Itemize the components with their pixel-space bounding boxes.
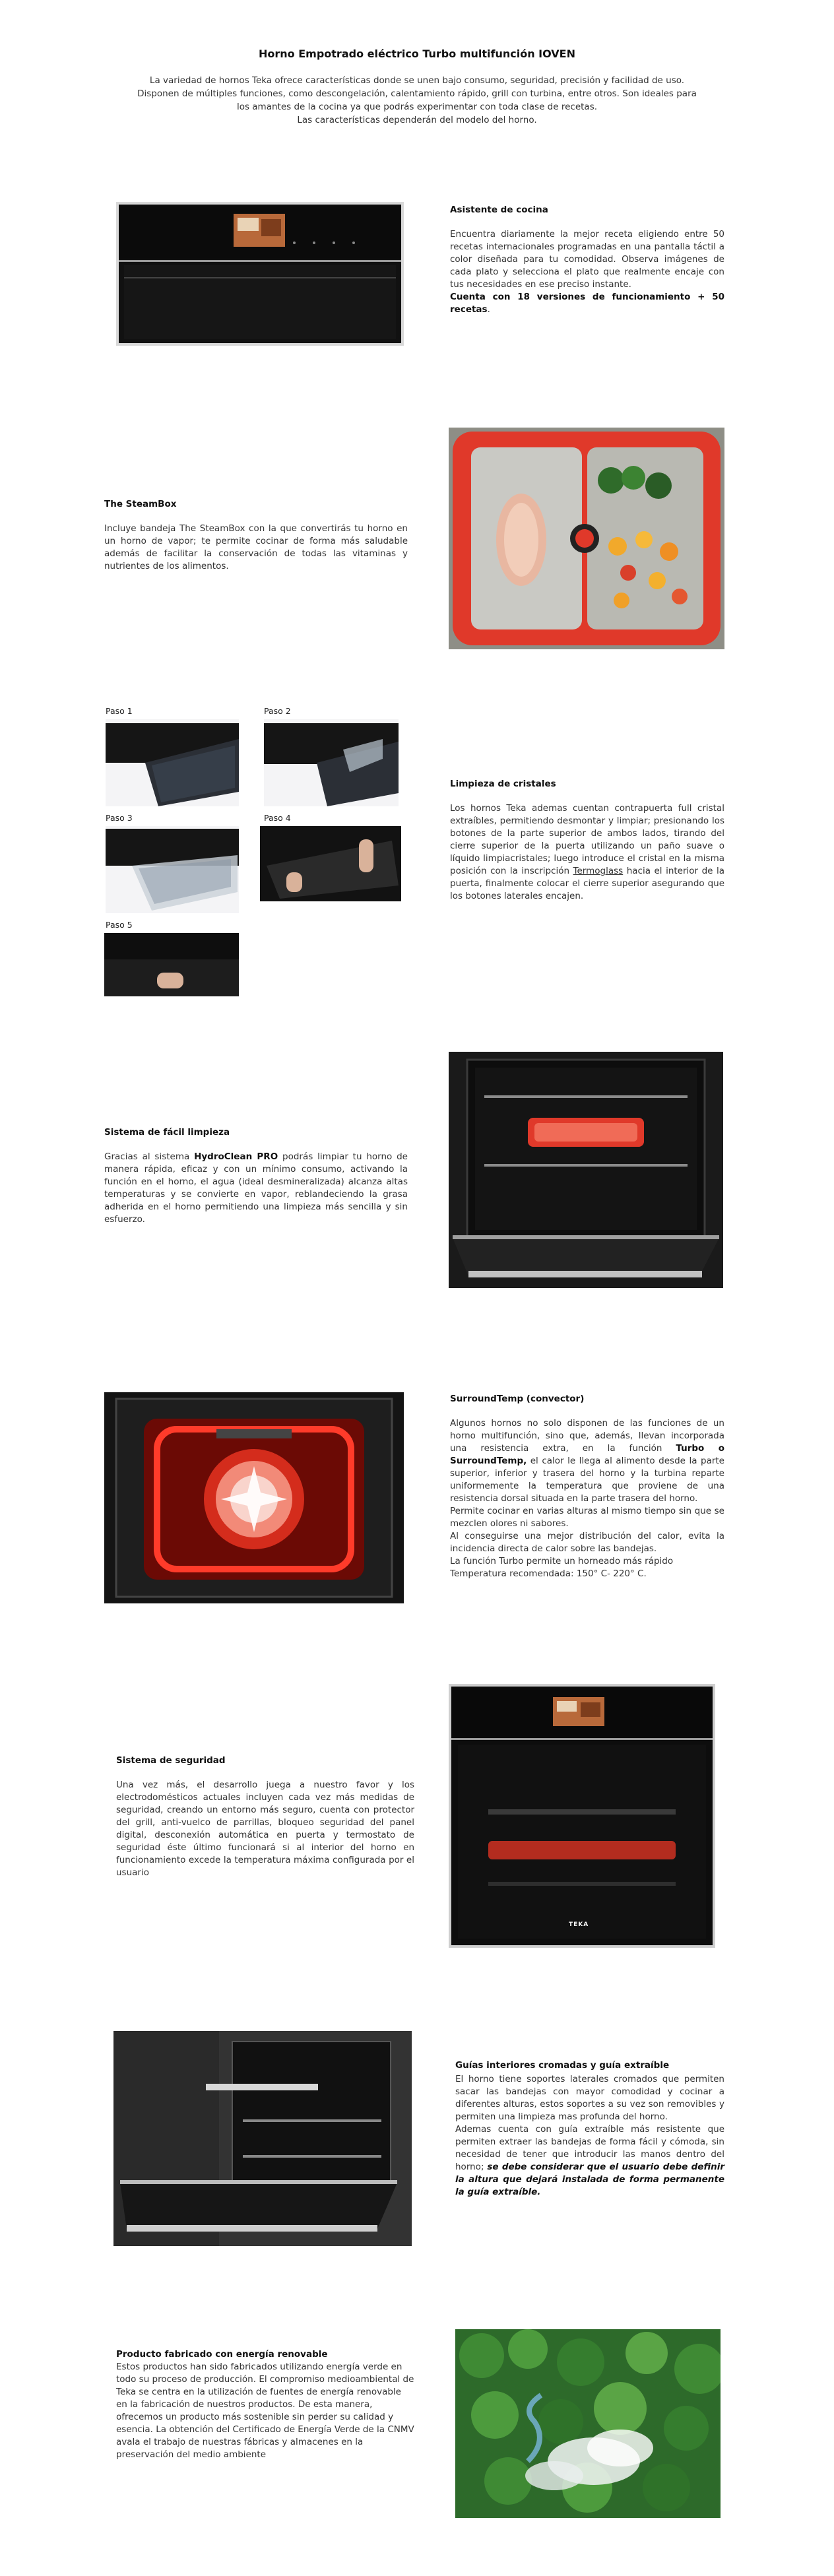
- section-heading: Guías interiores cromadas y guía extraíble: [455, 2060, 670, 2071]
- teka-oven-image: [449, 1684, 715, 1948]
- text-run: Gracias al sistema: [104, 1151, 195, 1162]
- section-body: [104, 523, 408, 573]
- section-heading: Asistente de cocina: [450, 205, 548, 215]
- section-seguridad: [116, 1755, 414, 1879]
- step-label: Paso 1: [106, 706, 133, 716]
- section-body: [450, 228, 724, 316]
- text-run: podrás limpiar tu horno de manera rápida, eficaz y con un mínimo consumo, activando la función en el horno, el agua (ideal desmineralizada) alcanza altas temperaturas y se convierte en vapor, reblandeciendo la grasa adherida en el horno permitiendo una limpieza más sencilla y sin esfuerzo.: [104, 1151, 408, 1225]
- intro-text: [112, 74, 722, 127]
- convector-illustration: [104, 1392, 404, 1603]
- section-body: [450, 1417, 724, 1580]
- step-2-illustration: [264, 719, 399, 806]
- step-label: Paso 2: [264, 706, 291, 716]
- section-body: [116, 2361, 414, 2461]
- step-1-illustration: [106, 719, 239, 806]
- text-run: Los hornos Teka ademas cuentan contrapuerta full cristal extraíbles, permitiendo desmontar y limpiar; presionando los botones de la parte superior de ambos lados, tirando del cierre superior de la puerta utilizando un paño suave o líquido limpiacristales; luego introduce el cristal en la misma posición con la inscripción: [450, 803, 724, 876]
- intro-line: La variedad de hornos Teka ofrece características donde se unen bajo consumo, seguridad, precisión y facilidad de uso.: [149, 75, 685, 86]
- section-heading: Sistema de seguridad: [116, 1755, 226, 1766]
- steambox-illustration: [449, 428, 724, 649]
- text-run: Algunos hornos no solo disponen de las funciones de un horno multifunción, sino que, además, llevan incorporada una resistencia extra, en la función: [450, 1418, 724, 1454]
- oven-touchscreen-illustration: [116, 202, 404, 346]
- section-heading: Producto fabricado con energía renovable: [116, 2349, 328, 2360]
- section-paragraph: La función Turbo permite un horneado más rápido: [450, 1556, 674, 1566]
- section-cristales: [450, 779, 724, 903]
- section-paragraph: Al conseguirse una mejor distribución del calor, evita la incidencia directa de calor sobre las bandejas.: [450, 1531, 724, 1554]
- step-4-image: [260, 826, 401, 901]
- highlight-text: Cuenta con 18 versiones de funcionamiento + 50 recetas: [450, 292, 724, 315]
- section-paragraph: [450, 802, 724, 903]
- section-body: [450, 802, 724, 903]
- text-run: Ademas cuenta con guía extraíble más resistente que permiten extraer las bandejas de forma fácil y cómoda, sin necesidad de tener que introducir las manos dentro del horno;: [455, 2124, 724, 2172]
- intro-line: los amantes de la cocina ya que podrás experimentar con toda clase de recetas.: [236, 102, 598, 112]
- open-oven-illustration: [449, 1052, 723, 1288]
- section-body: [116, 1779, 414, 1879]
- section-heading: SurroundTemp (convector): [450, 1394, 585, 1404]
- step-label: Paso 4: [264, 813, 291, 823]
- step-label: Paso 5: [106, 920, 133, 930]
- text-run: el calor le llega al alimento desde la parte superior, inferior y trasera del horno y la turbina reparte uniformemente la temperatura que proviene de una resistencia dorsal situada en la parte trasera del horno.: [450, 1456, 724, 1504]
- section-paragraph: El horno tiene soportes laterales cromados que permiten sacar las bandejas con mayor comodidad y cocinar a diferentes alturas, estos soportes a su vez son removibles y permiten una limpieza mas profunda del horno.: [455, 2074, 724, 2122]
- section-asistente: [450, 205, 724, 316]
- forest-illustration: [455, 2329, 721, 2518]
- intro-line: Las características dependerán del modelo del horno.: [297, 115, 537, 125]
- section-paragraph: Permite cocinar en varias alturas al mismo tiempo sin que se mezclen olores ni sabores.: [450, 1506, 724, 1529]
- section-paragraph: Encuentra diariamente la mejor receta eligiendo entre 50 recetas internacionales programadas en una pantalla táctil a color diseñada para tu comodidad. Observa imágenes de cada plato y selecciona el plato que realmente encaje con tus necesidades en ese preciso instante.: [450, 229, 724, 290]
- section-paragraph: Temperatura recomendada: 150° C- 220° C.: [450, 1568, 647, 1579]
- section-limpieza: [104, 1127, 408, 1226]
- section-guias: [455, 2060, 724, 2199]
- section-body: [104, 1151, 408, 1226]
- section-paragraph: [104, 1151, 408, 1226]
- section-paragraph: [450, 1417, 724, 1505]
- section-paragraph: [455, 2123, 724, 2199]
- emphasis-text: se debe considerar que el usuario debe definir la altura que dejará instalada de forma permanente la guía extraíble.: [455, 2162, 724, 2197]
- step-label: Paso 3: [106, 813, 133, 823]
- section-heading: Sistema de fácil limpieza: [104, 1127, 230, 1138]
- step-3-illustration: [106, 826, 239, 913]
- steambox-tray-image: [449, 428, 724, 649]
- text-run: hacia el interior de la puerta, finalmente colocar el cierre superior asegurando que los botones laterales encajen.: [450, 866, 725, 901]
- step-1-image: [106, 719, 239, 806]
- step-4-illustration: [260, 826, 401, 901]
- intro-line: Disponen de múltiples funciones, como descongelación, calentamiento rápido, grill con turbina, entre otros. Son ideales para: [137, 88, 697, 99]
- oven-guides-image: [113, 2031, 412, 2246]
- open-oven-image: [449, 1052, 723, 1288]
- step-3-image: [106, 826, 239, 913]
- section-heading: Limpieza de cristales: [450, 779, 556, 789]
- section-heading: The SteamBox: [104, 499, 177, 509]
- section-paragraph: Incluye bandeja The SteamBox con la que convertirás tu horno en un horno de vapor; te permite cocinar de forma más saludable además de facilitar la conservación de todas las vitaminas y nutrientes de los alimentos.: [104, 523, 408, 571]
- section-surround: [450, 1394, 724, 1580]
- termoglass-text: Termoglass: [573, 866, 624, 876]
- convector-oven-image: [104, 1392, 404, 1603]
- hydroclean-text: HydroClean PRO: [194, 1151, 278, 1162]
- step-5-image: [104, 933, 239, 996]
- section-paragraph: Estos productos han sido fabricados utilizando energía verde en todo su proceso de producción. El compromiso medioambiental de Teka se centra en la utilización de fuentes de energía renovable en la fabricación de nuestros productos. De esta manera, ofrecemos un producto más sostenible sin perder su calidad y esencia. La obtención del Certificado de Energía Verde de la CNMV avala el trabajo de nuestras fábricas y almacenes en la preservación del medio ambiente: [116, 2362, 414, 2460]
- punctuation: .: [487, 304, 490, 315]
- step-2-image: [264, 719, 399, 806]
- section-paragraph: Una vez más, el desarrollo juega a nuestro favor y los electrodomésticos actuales incluyen cada vez más medidas de seguridad, creando un entorno más seguro, cuenta con protector del grill, anti-vuelco de parrillas, bloqueo seguridad del panel digital, desconexión automática en puerta y termostato de seguridad éste último funcionará si al interior del horno en funcionamiento excede la temperatura máxima configurada por el usuario: [116, 1780, 414, 1878]
- turbo-text: Turbo o SurroundTemp,: [450, 1443, 724, 1466]
- guides-illustration: [113, 2031, 412, 2246]
- section-body: [455, 2073, 724, 2199]
- section-steambox: [104, 499, 408, 573]
- step-5-illustration: [104, 933, 239, 996]
- page-title: Horno Empotrado eléctrico Turbo multifunción IOVEN: [259, 48, 575, 60]
- section-energia: [116, 2349, 414, 2461]
- teka-logo: TEKA: [569, 1921, 589, 1928]
- forest-aerial-image: [455, 2329, 721, 2518]
- oven-touchscreen-image: [116, 202, 404, 346]
- teka-oven-illustration: [449, 1684, 715, 1948]
- section-paragraph: [450, 291, 724, 316]
